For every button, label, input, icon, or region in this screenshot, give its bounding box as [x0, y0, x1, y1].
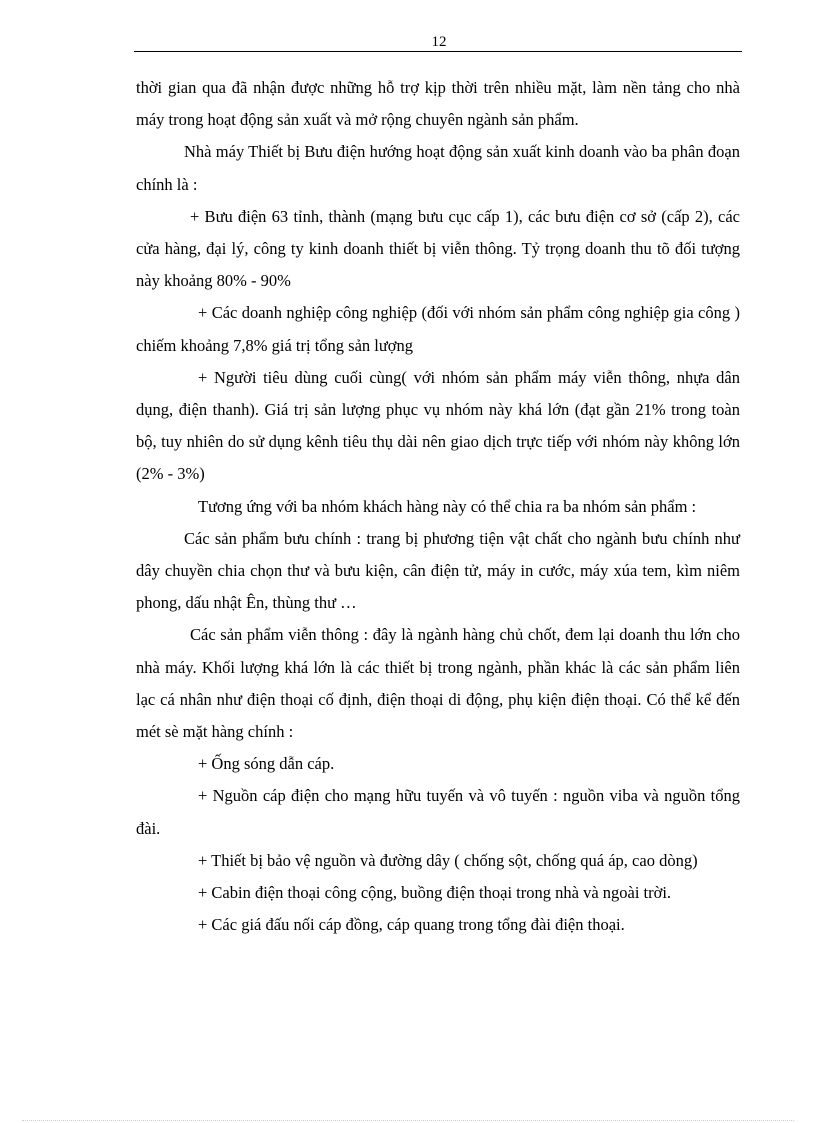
list-item-postal-offices: + Bưu điện 63 tỉnh, thành (mạng bưu cục cấp 1), các bưu điện cơ sở (cấp 2), các cửa hàng, đại lý, công ty kinh doanh thiết bị viễn thông. Tỷ trọng doanh thu tõ đối tượng này khoảng 80% - 90% [136, 206, 740, 291]
paragraph-intro-continuation: thời gian qua đã nhận được những hỗ trợ kịp thời trên nhiều mặt, làm nền tảng cho nhà máy trong hoạt động sản xuất và mở rộng chuyên ngành sản phẩm. [136, 78, 740, 130]
paragraph-product-groups: Tương ứng với ba nhóm khách hàng này có thể chia ra ba nhóm sản phẩm : [198, 496, 697, 516]
header-rule [134, 51, 742, 52]
page-number: 12 [431, 34, 447, 50]
footer-rule [22, 1120, 794, 1121]
list-item-distribution-frames: + Các giá đấu nối cáp đồng, cáp quang trong tổng đài điện thoại. [198, 915, 625, 935]
list-item-industrial-enterprises: + Các doanh nghiệp công nghiệp (đối với nhóm sản phẩm công nghiệp gia công ) chiếm khoảng 7,8% giá trị tổng sản lượng [136, 303, 740, 355]
paragraph-postal-products: Các sản phẩm bưu chính : trang bị phương tiện vật chất cho ngành bưu chính như dây chuyền chia chọn thư và bưu kiện, cân điện tử, máy in cước, máy xúa tem, kìm niêm phong, dấu nhật Ên, thùng thư … [136, 528, 740, 613]
list-item-end-consumers: + Người tiêu dùng cuối cùng( với nhóm sản phẩm máy viễn thông, nhựa dân dụng, điện thanh). Giá trị sản lượng phục vụ nhóm này khá lớn (đạt gần 21% trong toàn bộ, tuy nhiên do sử dụng kênh tiêu thụ dài nên giao dịch trực tiếp với nhóm này không lớn (2% - 3%) [136, 367, 740, 484]
list-item-waveguide: + Ống sóng dẫn cáp. [198, 754, 335, 774]
paragraph-market-segments: Nhà máy Thiết bị Bưu điện hướng hoạt động sản xuất kinh doanh vào ba phân đoạn chính là : [136, 142, 740, 194]
paragraph-telecom-products: Các sản phẩm viễn thông : đây là ngành hàng chủ chốt, đem lại doanh thu lớn cho nhà máy. Khối lượng khá lớn là các thiết bị trong ngành, phần khác là các sản phẩm liên lạc cá nhân như điện thoại cố định, điện thoại di động, phụ kiện điện thoại. Có thể kể đến mét sè mặt hàng chính : [136, 625, 740, 742]
list-item-power-supply: + Nguồn cáp điện cho mạng hữu tuyến và vô tuyến : nguồn viba và nguồn tổng đài. [136, 786, 740, 838]
page-body [136, 72, 740, 941]
list-item-phone-cabin: + Cabin điện thoại công cộng, buồng điện thoại trong nhà và ngoài trời. [198, 883, 672, 903]
list-item-protection-devices: + Thiết bị bảo vệ nguồn và đường dây ( chống sột, chống quá áp, cao dòng) [198, 850, 698, 870]
